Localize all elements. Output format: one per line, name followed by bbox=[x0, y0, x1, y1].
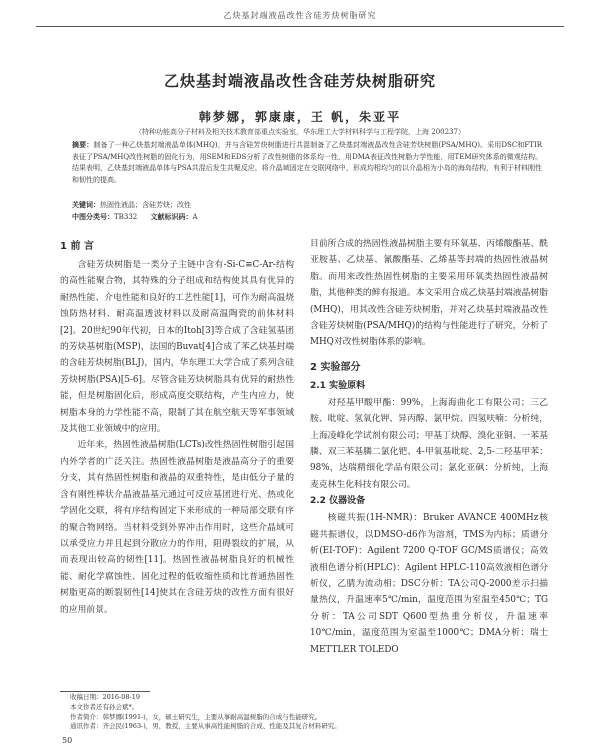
keywords-text: 热固性液晶；含硅芳炔；改性 bbox=[100, 201, 191, 209]
abstract-text: 制备了一种乙炔基封端液晶单体(MHQ)，并与含硅芳炔树脂进行共混制备了乙炔基封端液晶改性含硅芳炔树脂(PSA/MHQ)。采用DSC和FTIR表征了PSA/MHQ改性树脂的固化行为，用SEM和EDS分析了改性树脂的体系均一性，用DMA表征改性树脂力学性能，用TEM研究体系的微观结构。结果表明，乙炔基封端液晶单体与PSA共混后发生共聚反应，将介晶域固定在交联网络中，形成均相均匀的以介晶相为小岛的海岛结构，有利于材料刚性和韧性的提高。 bbox=[72, 141, 542, 184]
keywords-line bbox=[72, 200, 542, 211]
footnote-rule bbox=[60, 691, 150, 692]
affiliation: （特种功能高分子材料及相关技术教育部重点实验室，华东理工大学材料科学与工程学院，上海 200237） bbox=[135, 128, 465, 136]
doc-code-label: 文献标识码： bbox=[150, 213, 193, 221]
intro-heading: 1 前 言 bbox=[60, 241, 94, 252]
materials-heading: 2.1 实验原料 bbox=[310, 380, 366, 391]
footnote-funding: 本文作者还有孙会斌*。 bbox=[70, 702, 139, 711]
abstract-label: 摘要： bbox=[72, 141, 94, 149]
author-list: 韩梦娜，郭康康，王 帆，朱亚平 bbox=[198, 110, 402, 124]
page-number: 50 bbox=[62, 736, 73, 745]
intro-paragraph-1: 含硅芳炔树脂是一类分子主链中含有-Si-C≡C-Ar-结构的高性能聚合物，其特殊的分子组成和结构使其具有优异的耐热性能、介电性能和良好的工艺性能[1]，可作为耐高温烧蚀防热材料、耐高温透波材料以及耐高温陶瓷的前体材料[2]。20世纪90年代初，日本的Itoh[3]等合成了含硅氢基团的芳炔基树脂(MSP)，法国的Buvat[4]合成了苯乙炔基封端的含硅芳炔树脂(BLJ)，国内，华东理工大学合成了系列含硅芳炔树脂(PSA)[5-6]。尽管含硅芳炔树脂具有优异的耐热性能，但是树脂固化后，形成高度交联结构，产生内应力，使树脂本身的力学性能不高，限制了其在航空航天等军事领域及其他工业领域中的应用。 bbox=[60, 260, 294, 435]
clc-label: 中图分类号： bbox=[72, 213, 114, 221]
equipment-text: 核磁共振(1H-NMR)：Bruker AVANCE 400MHz核磁共振谱仪，以DMSO-d6作为溶剂，TMS为内标；质谱分析(EI-TOF)：Agilent 7200 Q-TOF GC/MS质谱仪；高效液相色谱分析(HPLC)：Agilent HPLC-110高效液相色谱分析仪，乙腈为流动相；DSC分析：TA公司Q-2000差示扫描量热仪，升温速率5℃/min，温度范围为室温至450℃；TG分析：TA公司SDT Q600型热重分析仪，升温速率10℃/min，温度范围为室温至1000℃；DMA分析：瑞士METTLER TOLEDO bbox=[310, 513, 548, 655]
running-head: 乙炔基封端液晶改性含硅芳炔树脂研究 bbox=[223, 11, 377, 20]
experiment-heading: 2 实验部分 bbox=[310, 361, 361, 373]
right-column bbox=[310, 236, 548, 658]
footnote-received: 收稿日期：2016-08-19 bbox=[70, 693, 140, 701]
intro-paragraph-3: 目前所合成的热固性液晶树脂主要有环氧基、丙烯酸酯基、酰亚胺基、乙炔基、氰酸酯基、乙烯基等封端的热固性液晶树脂。而用来改性热固性树脂的主要采用环氧类热固性液晶树脂，其他种类的鲜有报道。本文采用合成乙炔基封端液晶树脂(MHQ)，用其改性含硅芳炔树脂，并对乙炔基封端液晶改性含硅芳炔树脂(PSA/MHQ)的结构与性能进行了研究，分析了MHQ对改性树脂体系的影响。 bbox=[310, 239, 548, 348]
keywords-label: 关键词： bbox=[72, 201, 100, 209]
intro-paragraph-2: 近年来，热固性液晶树脂(LCTs)改性热固性树脂引起国内外学者的广泛关注。热固性液晶树脂是液晶高分子的重要分支，其有热固性树脂和液晶的双重特性，是由低分子量的含有刚性棒状介晶液晶基元通过可反应基团进行光、热或化学固化交联，将有序结构固定下来形成的一种局部交联有序的聚合物网络。当材料受到外界冲击作用时，这些介晶域可以承受应力并且起到分散应力的作用，阻碍裂纹的扩展，从而表现出较高的韧性[11]。热固性液晶树脂良好的机械性能、耐化学腐蚀性、固化过程的低收缩性质和比普通热固性树脂更高的断裂韧性[14]使其在含硅芳炔的改性方面有很好的应用前景。 bbox=[60, 440, 294, 615]
doc-code-value: A bbox=[192, 213, 198, 221]
equipment-heading: 2.2 仪器设备 bbox=[310, 496, 366, 507]
clc-value: TB332 bbox=[114, 213, 138, 221]
footnote-author-bio: 作者简介：韩梦娜(1991-)，女，硕士研究生，主要从事耐高温树脂的合成与性能研究。 bbox=[70, 712, 322, 721]
materials-text: 对羟基甲酸甲酯：99%，上海海曲化工有限公司；三乙胺、吡啶、氢氧化钾、异丙醇、氯甲烷、四氢呋喃：分析纯，上海凌峰化学试剂有限公司；甲基丁炔醇、溴化亚铜、一苯基膦、双三苯基膦二氯化钯、4-甲氧基吡啶、2,5-二羟基甲苯：98%，达瑞精细化学品有限公司；氯化亚砜：分析纯，上海麦克林生化科技有限公司。 bbox=[310, 397, 548, 490]
paper-title: 乙炔基封端液晶改性含硅芳炔树脂研究 bbox=[163, 72, 436, 90]
abstract-block bbox=[72, 140, 542, 186]
header-rule bbox=[36, 26, 564, 27]
footnotes bbox=[70, 693, 540, 732]
footnote-contact: 通讯作者：齐会民(1963-)，男，教授，主要从事高性能树脂的合成、性能及其复合材料研究。 bbox=[70, 722, 341, 731]
left-column bbox=[60, 236, 294, 618]
classification-line bbox=[72, 212, 542, 223]
